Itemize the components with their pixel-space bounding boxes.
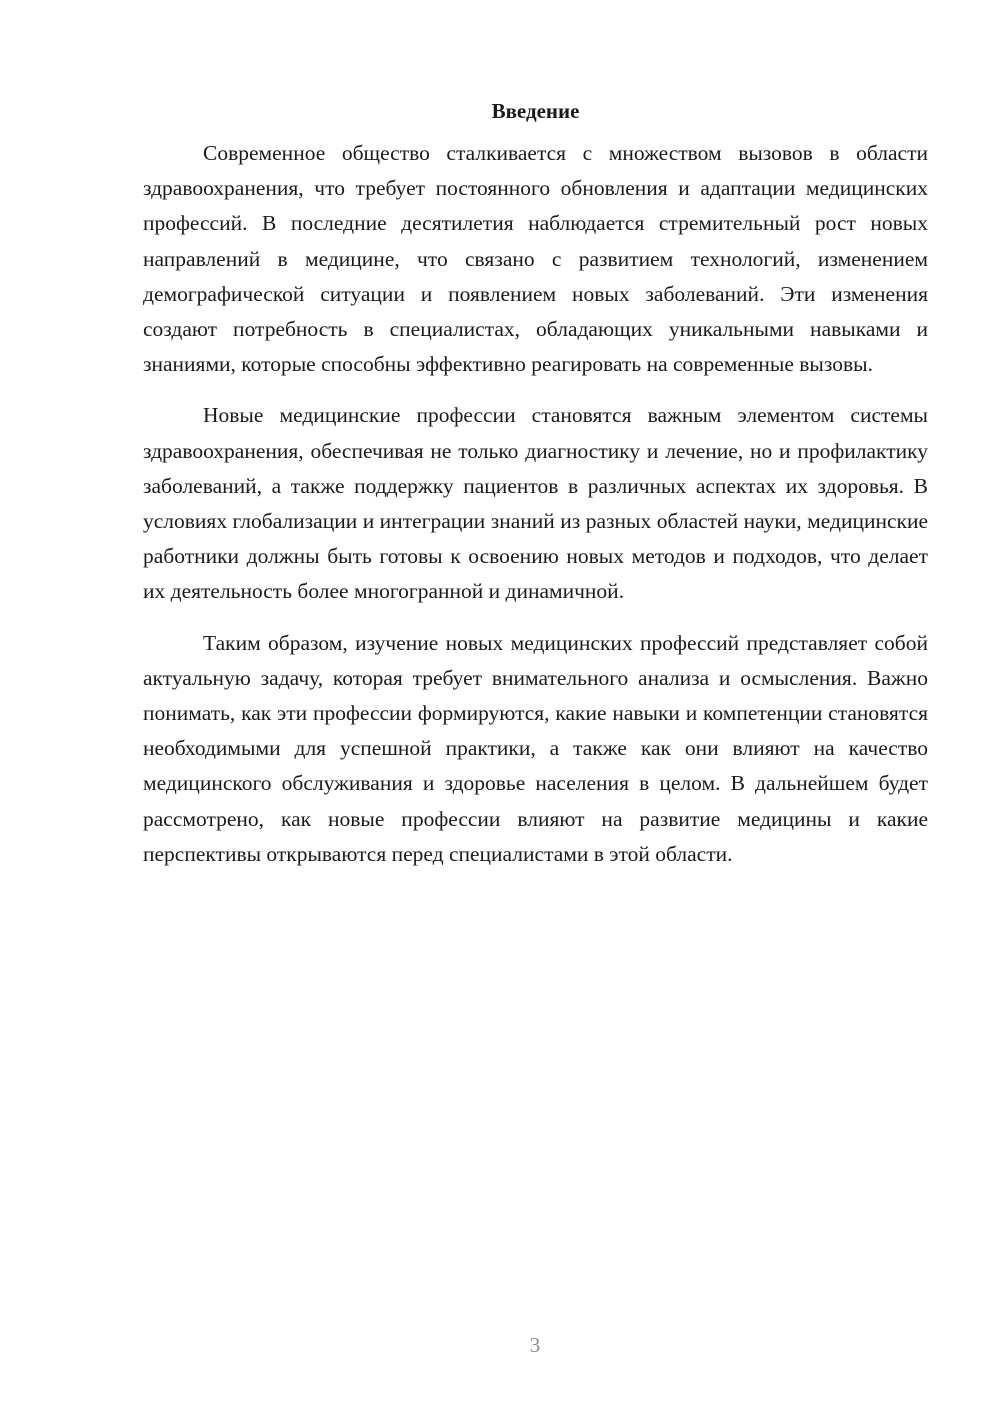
paragraph-3: Таким образом, изучение новых медицинских профессий представляет собой актуальную задачу, которая требует внимательного анализа и осмысления. Важно понимать, как эти профессии формируются, какие навыки и компетенции становятся необходимыми для успешной практики, а также как они влияют на качество медицинского обслуживания и здоровье населения в целом. В дальнейшем будет рассмотрено, как новые профессии влияют на развитие медицины и какие перспективы открываются перед специалистами в этой области. [143,630,928,866]
page-content [143,96,928,888]
page-number: 3 [529,1333,541,1357]
section-title: Введение [491,99,580,123]
paragraph-1: Современное общество сталкивается с множеством вызовов в области здравоохранения, что требует постоянного обновления и адаптации медицинских профессий. В последние десятилетия наблюдается стремительный рост новых направлений в медицине, что связано с развитием технологий, изменением демографической ситуации и появлением новых заболеваний. Эти изменения создают потребность в специалистах, обладающих уникальными навыками и знаниями, которые способны эффективно реагировать на современные вызовы. [143,141,928,377]
paragraph-2: Новые медицинские профессии становятся важным элементом системы здравоохранения, обеспечивая не только диагностику и лечение, но и профилактику заболеваний, а также поддержку пациентов в различных аспектах их здоровья. В условиях глобализации и интеграции знаний из разных областей науки, медицинские работники должны быть готовы к освоению новых методов и подходов, что делает их деятельность более многогранной и динамичной. [143,403,928,604]
